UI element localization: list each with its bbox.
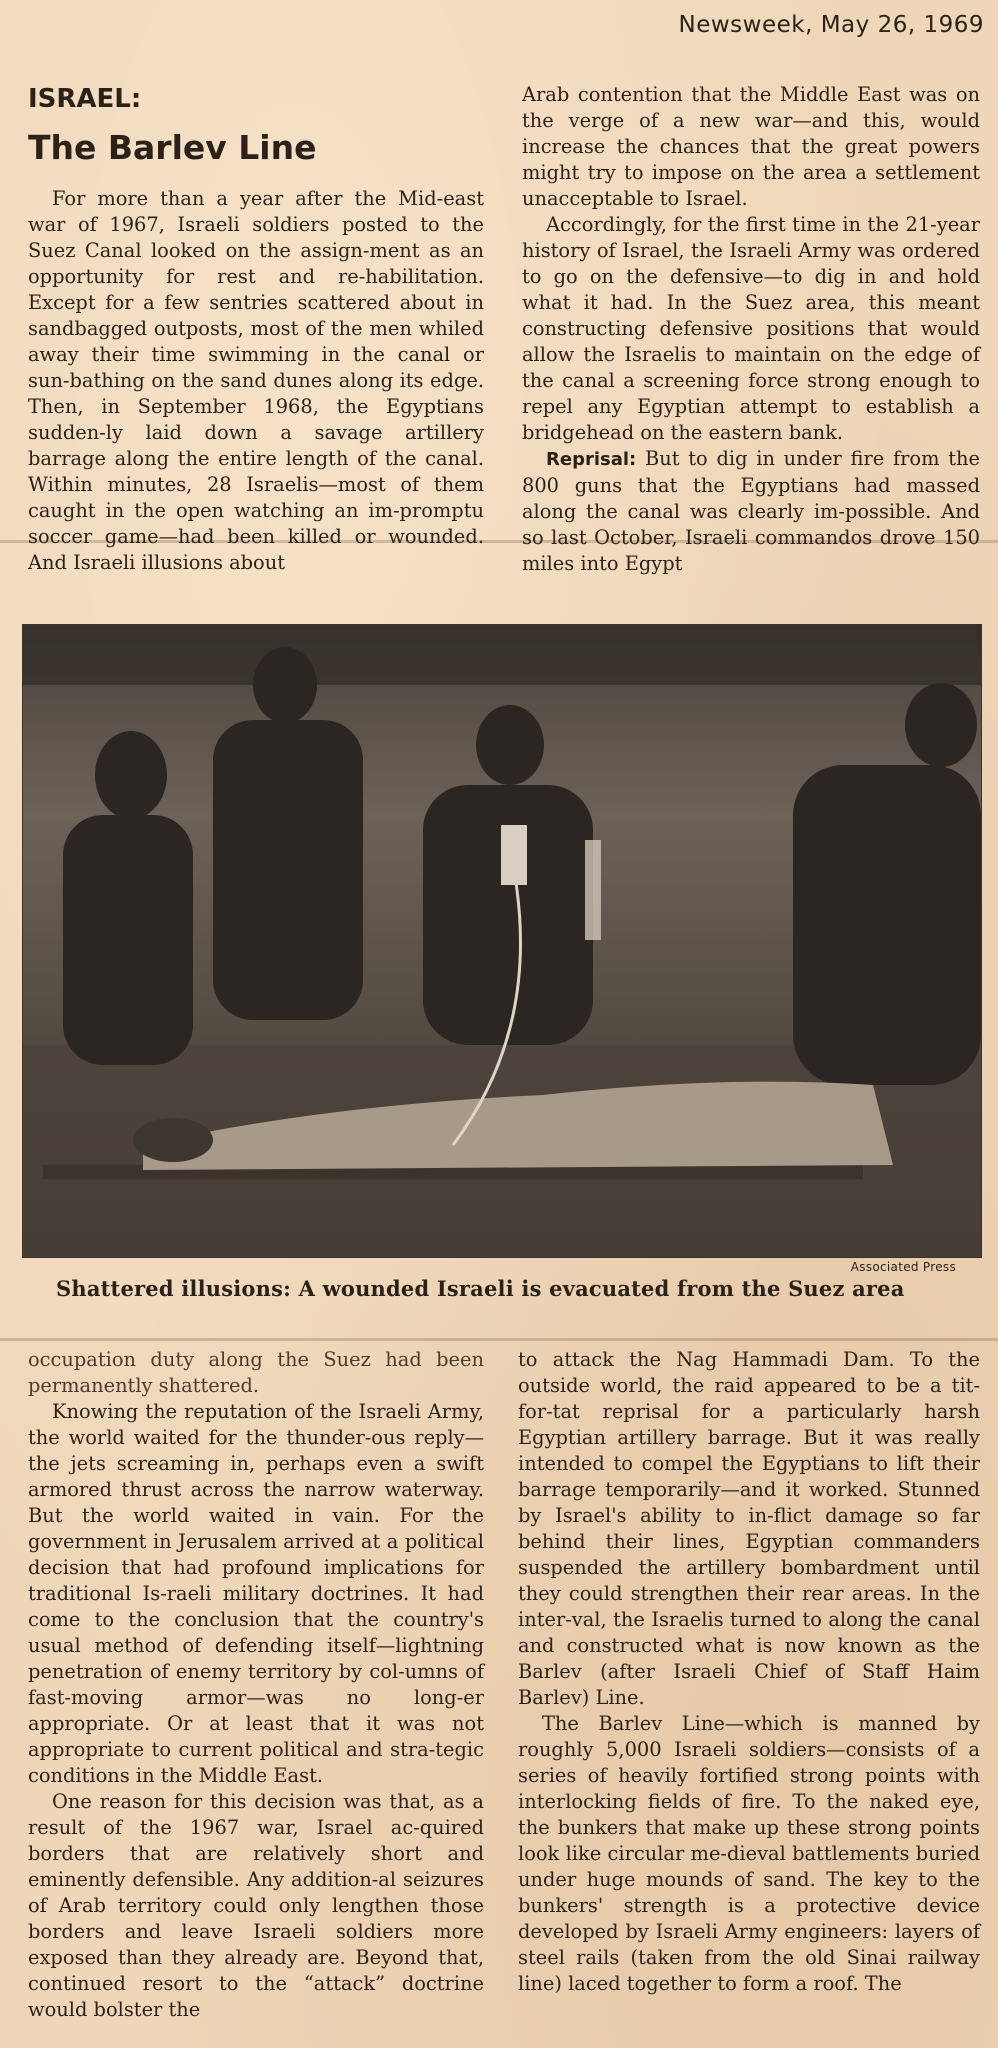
- paragraph: Knowing the reputation of the Israeli Army, the world waited for the thunder-ous reply—the jets screaming in, perhaps even a swift armored thrust across the narrow waterway. But the world waited in vain. For the government in Jerusalem arrived at a political decision that had profound implications for traditional Is-raeli military doctrines. It had come to the conclusion that the country's usual method of defending itself—lightning penetration of enemy territory by col-umns of fast-moving armor—was no long-er appropriate. Or at least that it was not appropriate to current political and stra-tegic conditions in the Middle East.: [28, 1400, 484, 1787]
- article-column-3: [28, 1347, 484, 2023]
- paragraph-text: occupation duty along the Suez had been permanently shattered.: [28, 1348, 484, 1397]
- run-in-subhead: Reprisal:: [546, 449, 637, 470]
- paragraph: Accordingly, for the first time in the 21-year history of Israel, the Israeli Army was ordered to go on the defensive—to dig in and hold what it had. In the Suez area, this meant constructing defensive positions that would allow the Israelis to maintain on the edge of the canal a screening force strong enough to repel any Egyptian attempt to establish a bridgehead on the eastern bank.: [522, 213, 980, 444]
- section-kicker: ISRAEL:: [28, 84, 142, 114]
- paragraph: The Barlev Line—which is manned by roughly 5,000 Israeli soldiers—consists of a series of heavily fortified strong points with interlocking fields of fire. To the naked eye, the bunkers that make up these strong points look like circular me-dieval battlements buried under huge mounds of sand. The key to the bunkers' strength is a protective device developed by Israeli Army engineers: layers of steel rails (taken from the old Sinai railway line) laced together to form a roof. The: [518, 1712, 980, 1995]
- article-column-1: [28, 186, 484, 576]
- paragraph: to attack the Nag Hammadi Dam. To the outside world, the raid appeared to be a tit-for-tat reprisal for a particularly harsh Egyptian artillery barrage. But it was really intended to compel the Egyptians to lift their barrage temporarily—and it worked. Stunned by Israel's ability to in-flict damage so far behind their lines, Egyptian commanders suspended the artillery bombardment until they could strengthen their rear areas. In the inter-val, the Israelis turned to along the canal and constructed what is now known as the Barlev (after Israeli Chief of Staff Haim Barlev) Line.: [518, 1348, 980, 1709]
- photo-illustration: [23, 625, 981, 1257]
- paragraph: [28, 1347, 484, 1399]
- photo-credit: Associated Press: [850, 1260, 956, 1274]
- paragraph: Arab contention that the Middle East was on the verge of a new war—and this, would increase the chances that the great powers might try to impose on the area a settlement unacceptable to Israel.: [522, 83, 980, 210]
- paragraph: [522, 446, 980, 577]
- photo-caption: Shattered illusions: A wounded Israeli is evacuated from the Suez area: [56, 1276, 905, 1301]
- masthead-dateline: Newsweek, May 26, 1969: [678, 12, 984, 38]
- article-headline: The Barlev Line: [28, 128, 317, 167]
- article-column-2: [522, 82, 980, 577]
- paragraph-text: But to dig in under fire from the 800 guns that the Egyptians had massed along the canal was clearly im-possible. And so last October, Israeli commandos drove 150 miles into Egypt: [522, 447, 980, 575]
- fold-crease: [0, 1338, 998, 1341]
- paragraph: One reason for this decision was that, as a result of the 1967 war, Israel ac-quired borders that are relatively short and eminently defensible. Any addition-al seizures of Arab territory could only lengthen those borders and leave Israeli soldiers more exposed than they already are. Beyond that, continued resort to the “attack” doctrine would bolster the: [28, 1790, 484, 2021]
- news-photo: [22, 624, 982, 1258]
- paragraph: For more than a year after the Mid-east war of 1967, Israeli soldiers posted to the Suez Canal looked on the assign-ment as an opportunity for rest and re-habilitation. Except for a few sentries scattered about in sandbagged outposts, most of the men whiled away their time swimming in the canal or sun-bathing on the sand dunes along its edge. Then, in September 1968, the Egyptians sudden-ly laid down a savage artillery barrage along the entire length of the canal. Within minutes, 28 Israelis—most of them caught in the open watching an im-promptu soccer game—had been killed or wounded. And Israeli illusions about: [28, 187, 484, 574]
- article-column-4: [518, 1347, 980, 1997]
